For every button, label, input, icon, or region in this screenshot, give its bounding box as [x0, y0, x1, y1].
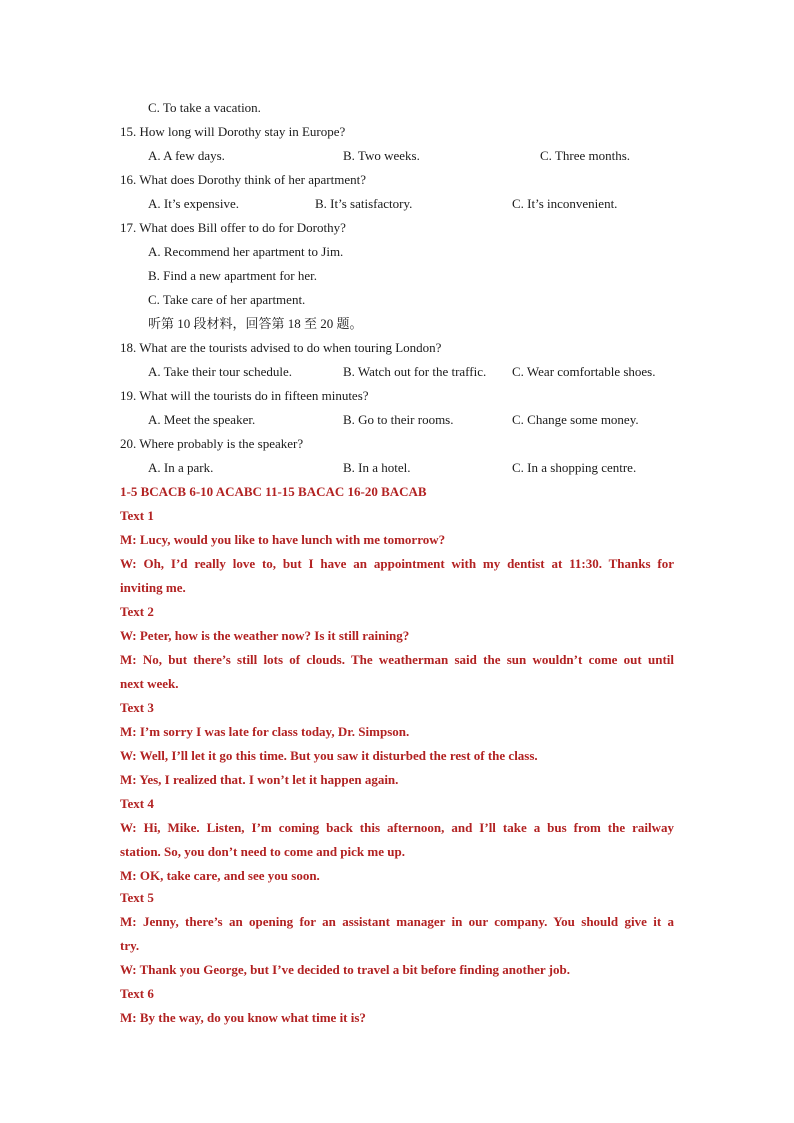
- q17-option-c: C. Take care of her apartment.: [148, 292, 306, 307]
- question-17: 17. What does Bill offer to do for Dorothy?: [120, 220, 346, 235]
- q16-option-c: C. It’s inconvenient.: [512, 196, 618, 211]
- text-6-title: Text 6: [120, 986, 154, 1001]
- text-6-line: M: By the way, do you know what time it is?: [120, 1010, 366, 1025]
- text-2-line: next week.: [120, 676, 179, 691]
- q19-option-b: B. Go to their rooms.: [343, 412, 454, 427]
- q18-option-b: B. Watch out for the traffic.: [343, 364, 487, 379]
- text-1-line: inviting me.: [120, 580, 186, 595]
- question-16: 16. What does Dorothy think of her apartment?: [120, 172, 366, 187]
- text-5-line: W: Thank you George, but I’ve decided to travel a bit before finding another job.: [120, 962, 570, 977]
- q15-option-b: B. Two weeks.: [343, 148, 420, 163]
- text-4-line: M: OK, take care, and see you soon.: [120, 868, 320, 883]
- text-2-line: W: Peter, how is the weather now? Is it still raining?: [120, 628, 410, 643]
- text-3-title: Text 3: [120, 700, 154, 715]
- answer-key: 1-5 BCACB 6-10 ACABC 11-15 BACAC 16-20 BACAB: [120, 484, 427, 499]
- text-3-line: M: I’m sorry I was late for class today, Dr. Simpson.: [120, 724, 410, 739]
- question-15: 15. How long will Dorothy stay in Europe?: [120, 124, 346, 139]
- question-19: 19. What will the tourists do in fifteen minutes?: [120, 388, 369, 403]
- text-5-line: try.: [120, 938, 140, 953]
- q20-option-a: A. In a park.: [148, 460, 214, 475]
- text-3-line: W: Well, I’ll let it go this time. But you saw it disturbed the rest of the class.: [120, 748, 538, 763]
- q19-option-a: A. Meet the speaker.: [148, 412, 256, 427]
- text-4-line: station. So, you don’t need to come and pick me up.: [120, 844, 405, 859]
- q16-option-b: B. It’s satisfactory.: [315, 196, 413, 211]
- text-5-line: M: Jenny, there’s an opening for an assistant manager in our company. You should give it a: [120, 914, 674, 929]
- q18-option-a: A. Take their tour schedule.: [148, 364, 292, 379]
- q15-option-a: A. A few days.: [148, 148, 225, 163]
- question-18: 18. What are the tourists advised to do when touring London?: [120, 340, 442, 355]
- q17-option-a: A. Recommend her apartment to Jim.: [148, 244, 344, 259]
- text-1-title: Text 1: [120, 508, 154, 523]
- text-4-title: Text 4: [120, 796, 154, 811]
- q19-option-c: C. Change some money.: [512, 412, 639, 427]
- text-2-title: Text 2: [120, 604, 154, 619]
- q18-option-c: C. Wear comfortable shoes.: [512, 364, 656, 379]
- q14-option-c: C. To take a vacation.: [148, 100, 261, 115]
- q20-option-b: B. In a hotel.: [343, 460, 411, 475]
- q17-option-b: B. Find a new apartment for her.: [148, 268, 317, 283]
- q20-option-c: C. In a shopping centre.: [512, 460, 637, 475]
- section-instruction: 听第 10 段材料，回答第 18 至 20 题。: [148, 316, 363, 331]
- text-4-line: W: Hi, Mike. Listen, I’m coming back this afternoon, and I’ll take a bus from the railway: [120, 820, 674, 835]
- text-5-title: Text 5: [120, 890, 154, 905]
- q15-option-c: C. Three months.: [540, 148, 631, 163]
- text-1-line: M: Lucy, would you like to have lunch with me tomorrow?: [120, 532, 446, 547]
- text-3-line: M: Yes, I realized that. I won’t let it happen again.: [120, 772, 399, 787]
- text-1-line: W: Oh, I’d really love to, but I have an appointment with my dentist at 11:30. Thanks for: [120, 556, 674, 571]
- question-20: 20. Where probably is the speaker?: [120, 436, 304, 451]
- q16-option-a: A. It’s expensive.: [148, 196, 239, 211]
- text-2-line: M: No, but there’s still lots of clouds. The weatherman said the sun wouldn’t come out until: [120, 652, 674, 667]
